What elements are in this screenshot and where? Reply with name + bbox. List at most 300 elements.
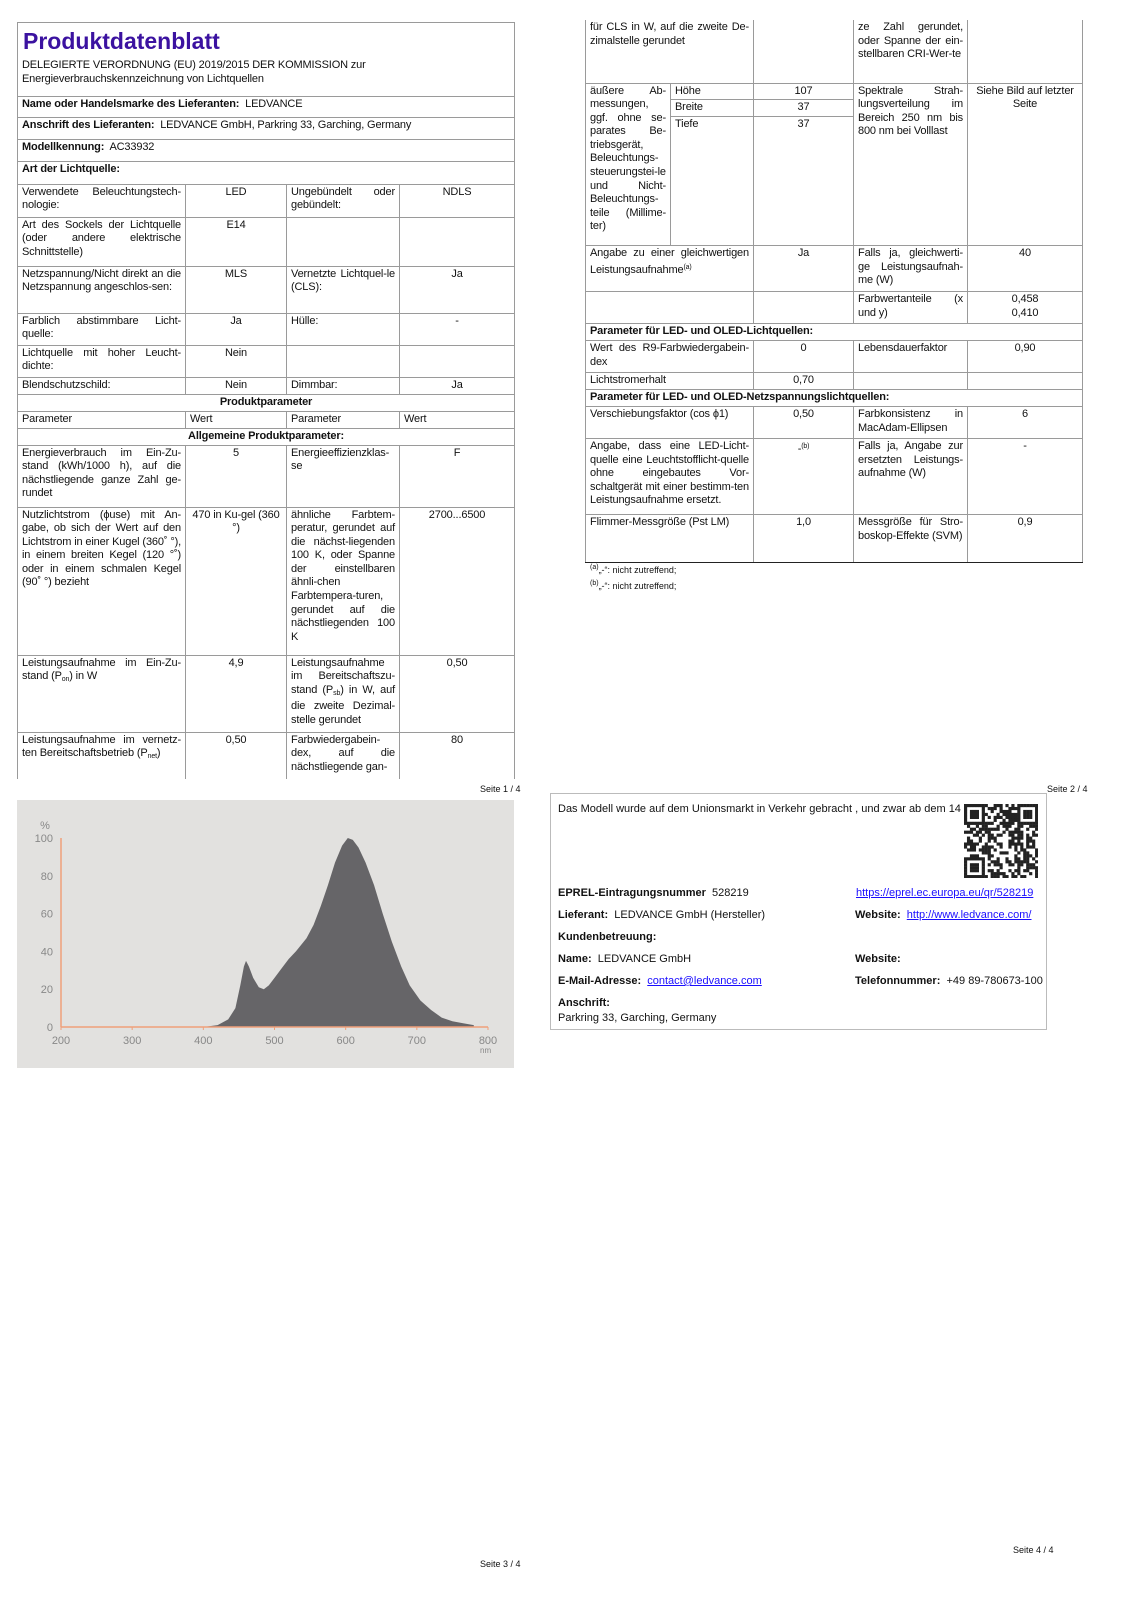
qr-module [1020,848,1023,851]
page-footer-1: Seite 1 / 4 [480,784,521,794]
dimensions-label: äußere Ab-messungen, ggf. ohne se-parates Be-triebsgerät, Beleuchtungs-steuerungstei-le und Nicht-Beleuchtungs-teile (Millime-ter) [586,83,671,246]
y-tick-label: 80 [40,870,53,883]
qr-module [1002,875,1005,878]
qr-module [970,857,973,860]
qr-module [1008,845,1011,848]
website-link[interactable]: http://www.ledvance.com/ [906,909,1032,921]
phone-number: +49 89-780673-100 [946,975,1043,987]
qr-module [1020,825,1023,828]
qr-module [997,828,1000,831]
qr-module [988,863,991,866]
general-params-heading: Allgemeine Produktparameter: [18,428,515,445]
qr-module [1032,842,1035,845]
product-params-heading-row [18,394,515,411]
product-data-table-part2 [585,20,1083,563]
qr-code[interactable] [964,804,1038,878]
qr-module [997,857,1000,860]
qr-module [1029,825,1032,828]
general-params-heading-row [18,428,515,445]
address-label: Anschrift: [558,997,610,1009]
qr-module [1026,869,1029,872]
mains-param-row [586,439,1083,515]
qr-module [1023,813,1026,816]
led-params-heading-row [586,324,1083,341]
qr-module [1026,860,1029,863]
param-value [968,373,1083,390]
qr-module [994,848,997,851]
qr-module [1020,863,1023,866]
qr-module [970,842,973,845]
qr-module [1035,804,1038,807]
qr-module [1017,813,1020,816]
qr-module [973,854,976,857]
qr-module [1011,863,1014,866]
qr-module [982,863,985,866]
qr-module [1000,804,1003,807]
qr-module [973,869,976,872]
website-row [855,909,1032,921]
param-label: Farbwertanteile (x und y) [854,292,968,324]
param-value: 0 [754,341,854,373]
qr-module [1017,831,1020,834]
qr-module [985,804,988,807]
qr-module [1026,810,1029,813]
qr-module [982,807,985,810]
qr-module [1002,851,1005,854]
param-label: Leistungsaufnahme im vernetz-ten Bereitschaftsbetrieb $(P_{net})$ [18,732,186,779]
qr-module [973,863,976,866]
model-id: AC33932 [109,140,155,153]
qr-module [1017,863,1020,866]
qr-module [1020,831,1023,834]
param-label: Ungebündelt oder gebündelt: [287,184,400,217]
qr-module [982,816,985,819]
qr-module [1008,860,1011,863]
service-name-row [558,953,691,965]
qr-module [1035,875,1038,878]
qr-module [1014,807,1017,810]
phone-label: Telefonnummer: [855,975,941,987]
model-label: Modellkennung: [22,140,105,153]
x-tick-label: 500 [265,1035,284,1047]
qr-module [1000,851,1003,854]
supplier-name-label: Name oder Handelsmarke des Lieferanten: [22,97,240,110]
qr-module [976,866,979,869]
qr-module [1026,845,1029,848]
qr-module [1014,837,1017,840]
param-value [754,20,854,83]
page-title: Produktdatenblatt [18,23,515,59]
qr-module [1011,813,1014,816]
supplier-row [558,909,765,921]
qr-module [964,863,967,866]
qr-module [970,810,973,813]
qr-module [1017,819,1020,822]
param-value: 1,0 [754,515,854,563]
qr-module [967,842,970,845]
qr-module [964,813,967,816]
qr-module [1035,860,1038,863]
x-tick-label: 200 [51,1035,71,1047]
qr-module [970,840,973,843]
qr-module [1014,831,1017,834]
qr-module [967,804,970,807]
light-type-row [18,217,515,266]
qr-module [1017,825,1020,828]
qr-module [1032,822,1035,825]
qr-module [1011,816,1014,819]
qr-module [1032,804,1035,807]
qr-module [1035,819,1038,822]
email-row [558,975,762,987]
qr-module [1014,875,1017,878]
param-label: Lebensdauerfaktor [854,341,968,373]
qr-module [970,866,973,869]
qr-module [964,857,967,860]
light-type-row [18,184,515,217]
qr-module [973,857,976,860]
qr-module [979,848,982,851]
supplier-label: Lieferant: [558,909,609,921]
param-value: - [968,439,1083,515]
qr-module [1002,831,1005,834]
qr-module [1020,822,1023,825]
qr-module [979,828,982,831]
qr-module [970,875,973,878]
qr-module [1020,804,1023,807]
qr-module [1035,822,1038,825]
qr-module [982,857,985,860]
param-value: F [400,445,515,507]
param-label: Lichtstromerhalt [586,373,754,390]
qr-module [1011,819,1014,822]
qr-module [1029,837,1032,840]
qr-module [1017,828,1020,831]
qr-module [970,869,973,872]
qr-module [988,837,991,840]
qr-module [1000,822,1003,825]
qr-module [994,828,997,831]
qr-module [976,804,979,807]
qr-module [1020,834,1023,837]
qr-module [964,816,967,819]
qr-module [991,834,994,837]
qr-module [985,875,988,878]
qr-module [982,872,985,875]
qr-module [1026,822,1029,825]
qr-module [1017,807,1020,810]
qr-module [988,822,991,825]
qr-module [991,845,994,848]
qr-module [1017,810,1020,813]
param-label: Messgröße für Stro-boskop-Effekte (SVM) [854,515,968,563]
dimensions-row [586,83,1083,100]
qr-module [991,807,994,810]
qr-module [967,875,970,878]
param-value: 0,458 0,410 [968,292,1083,324]
qr-module [1008,822,1011,825]
qr-module [1035,828,1038,831]
qr-module [991,810,994,813]
qr-module [1011,807,1014,810]
qr-module [1008,842,1011,845]
param-label: Blendschutzschild: [18,377,186,394]
qr-module [1011,831,1014,834]
model-row [18,139,515,161]
param-value: Nein [186,345,287,377]
qr-module [988,831,991,834]
param-label: Falls ja, gleichwerti-ge Leistungsaufnah-me (W) [854,246,968,292]
footnote-b: $^{(b)}$„-“: nicht zutreffend; [590,580,677,591]
y-axis-label: % [40,820,50,832]
param-value: 0,9 [968,515,1083,563]
param-value: 2700...6500 [400,507,515,655]
qr-module [1026,851,1029,854]
qr-module [967,825,970,828]
light-source-type-heading: Art der Lichtquelle: [18,161,515,184]
qr-module [1008,869,1011,872]
regulation-text [18,58,515,96]
qr-module [1035,813,1038,816]
qr-module [1008,807,1011,810]
param-label: Falls ja, Angabe zur ersetzten Leistungs-aufnahme (W) [854,439,968,515]
qr-module [973,822,976,825]
qr-module [1023,869,1026,872]
email-link[interactable]: contact@ledvance.com [647,975,762,987]
param-value: - [400,313,515,345]
param-value: Ja [754,246,854,292]
qr-module [982,834,985,837]
qr-module [1008,825,1011,828]
qr-module [973,842,976,845]
param-value: Ja [400,266,515,313]
param-row [18,445,515,507]
address-value: Parkring 33, Garching, Germany [558,1012,717,1024]
qr-module [1000,872,1003,875]
qr-module [1017,834,1020,837]
qr-module [991,860,994,863]
qr-module [997,875,1000,878]
x-tick-label: 700 [407,1035,427,1047]
mains-param-row [586,515,1083,563]
qr-module [1023,860,1026,863]
param-row [18,507,515,655]
qr-module [973,804,976,807]
spectrum-area [203,838,474,1027]
qr-module [976,857,979,860]
qr-module [979,831,982,834]
qr-module [1017,872,1020,875]
qr-module [1026,863,1029,866]
param-value: NDLS [400,184,515,217]
qr-module [1032,834,1035,837]
qr-module [1026,857,1029,860]
qr-module [1029,845,1032,848]
qr-module [973,875,976,878]
qr-module [967,840,970,843]
qr-module [1011,822,1014,825]
page-footer-2: Seite 2 / 4 [1047,784,1088,794]
qr-module [1011,875,1014,878]
qr-module [976,842,979,845]
product-data-table-part1 [17,22,515,779]
x-tick-label: 800 [478,1035,498,1047]
service-website-label: Website: [855,953,901,965]
qr-module [1023,848,1026,851]
qr-module [997,869,1000,872]
mains-param-row [586,407,1083,439]
param-value: LED [186,184,287,217]
column-header: Parameter [18,411,186,428]
qr-module [982,813,985,816]
qr-module [1032,845,1035,848]
qr-module [1032,831,1035,834]
qr-module [970,813,973,816]
qr-module [1002,810,1005,813]
qr-module [991,875,994,878]
qr-module [994,816,997,819]
qr-module [1008,816,1011,819]
qr-module [964,831,967,834]
param-label: Farblich abstimmbare Licht-quelle: [18,313,186,345]
qr-module [1029,804,1032,807]
param-row [18,655,515,732]
param-value: 80 [400,732,515,779]
param-value [754,292,854,324]
qr-module [982,819,985,822]
param-label: Farbwiedergabein-dex, auf die nächstliegende gan- [287,732,400,779]
qr-module [991,828,994,831]
qr-module [979,822,982,825]
qr-module [1026,842,1029,845]
qr-module [1029,816,1032,819]
led-params-heading: Parameter für LED- und OLED-Lichtquellen: [586,324,1083,341]
qr-module [982,866,985,869]
qr-module [985,848,988,851]
qr-module [973,813,976,816]
qr-module [1029,822,1032,825]
qr-module [997,813,1000,816]
depth-label: Tiefe [671,117,754,246]
qr-module [1032,840,1035,843]
qr-module [979,840,982,843]
param-label: Energieverbrauch im Ein-Zu-stand (kWh/1000 h), auf die nächstliegende ganze Zahl ge-rundet [18,445,186,507]
qr-module [976,863,979,866]
email-label: E-Mail-Adresse: [558,975,642,987]
eprel-number: 528219 [712,887,749,899]
param-value: 0,50 [186,732,287,779]
qr-module [1032,857,1035,860]
qr-module [1017,857,1020,860]
param-label [287,217,400,266]
eprel-link[interactable]: https://eprel.ec.europa.eu/qr/528219 [856,887,1034,899]
qr-module [997,860,1000,863]
qr-module [964,866,967,869]
param-label: ähnliche Farbtem-peratur, gerundet auf die nächst-liegenden 100 K, oder Spanne der einstellbaren ähnli-chen Farbtempera-turen, gerundet auf die nächstliegenden 100 K [287,507,400,655]
qr-module [964,872,967,875]
qr-module [1017,869,1020,872]
qr-module [982,828,985,831]
qr-module [1035,866,1038,869]
qr-module [976,816,979,819]
qr-module [967,822,970,825]
qr-module [1023,822,1026,825]
qr-module [1035,869,1038,872]
qr-module [964,842,967,845]
height-value: 107 [754,83,854,100]
equivalent-power-row [586,246,1083,292]
qr-module [1000,842,1003,845]
qr-module [1020,860,1023,863]
qr-module [1029,840,1032,843]
param-value: 0,90 [968,341,1083,373]
phone-row [855,975,1043,987]
qr-module [1017,860,1020,863]
param-value: 0,50 [754,407,854,439]
qr-module [988,834,991,837]
qr-module [1005,804,1008,807]
qr-module [982,822,985,825]
qr-module [973,866,976,869]
x-tick-label: 600 [336,1035,355,1047]
qr-module [997,872,1000,875]
qr-module [1017,840,1020,843]
light-type-row [18,345,515,377]
chromaticity-row [586,292,1083,324]
qr-module [1020,875,1023,878]
qr-module [979,837,982,840]
qr-module [988,869,991,872]
qr-module [970,828,973,831]
eprel-row [558,887,749,899]
column-header-row [18,411,515,428]
qr-module [1014,813,1017,816]
eprel-info-box [550,793,1047,1030]
qr-module [1023,875,1026,878]
qr-module [982,875,985,878]
param-value: 470 in Ku-gel (360 °) [186,507,287,655]
qr-module [973,810,976,813]
qr-module [1023,851,1026,854]
light-type-row [18,266,515,313]
supplier-name: LEDVANCE [245,97,303,110]
param-value: 40 [968,246,1083,292]
param-label: Farbkonsistenz in MacAdam-Ellipsen [854,407,968,439]
height-label: Höhe [671,83,754,100]
qr-module [994,804,997,807]
qr-module [1014,869,1017,872]
spectral-distribution-chart [17,800,514,1068]
qr-module [967,857,970,860]
service-name: LEDVANCE GmbH [597,953,692,965]
qr-module [1014,860,1017,863]
qr-module [1017,842,1020,845]
qr-module [1002,813,1005,816]
qr-module [1035,848,1038,851]
qr-module [991,854,994,857]
qr-module [988,857,991,860]
qr-module [988,845,991,848]
qr-module [1026,816,1029,819]
param-label: Leistungsaufnahme im Ein-Zu-stand $(P_{on})$ in W [18,655,186,732]
qr-module [1002,825,1005,828]
y-tick-label: 100 [34,833,53,845]
qr-module [1029,863,1032,866]
qr-module [1029,810,1032,813]
qr-module [964,822,967,825]
qr-module [970,854,973,857]
spectral-label: Spektrale Strah-lungsverteilung im Bereich 250 nm bis 800 nm bei Volllast [854,83,968,246]
